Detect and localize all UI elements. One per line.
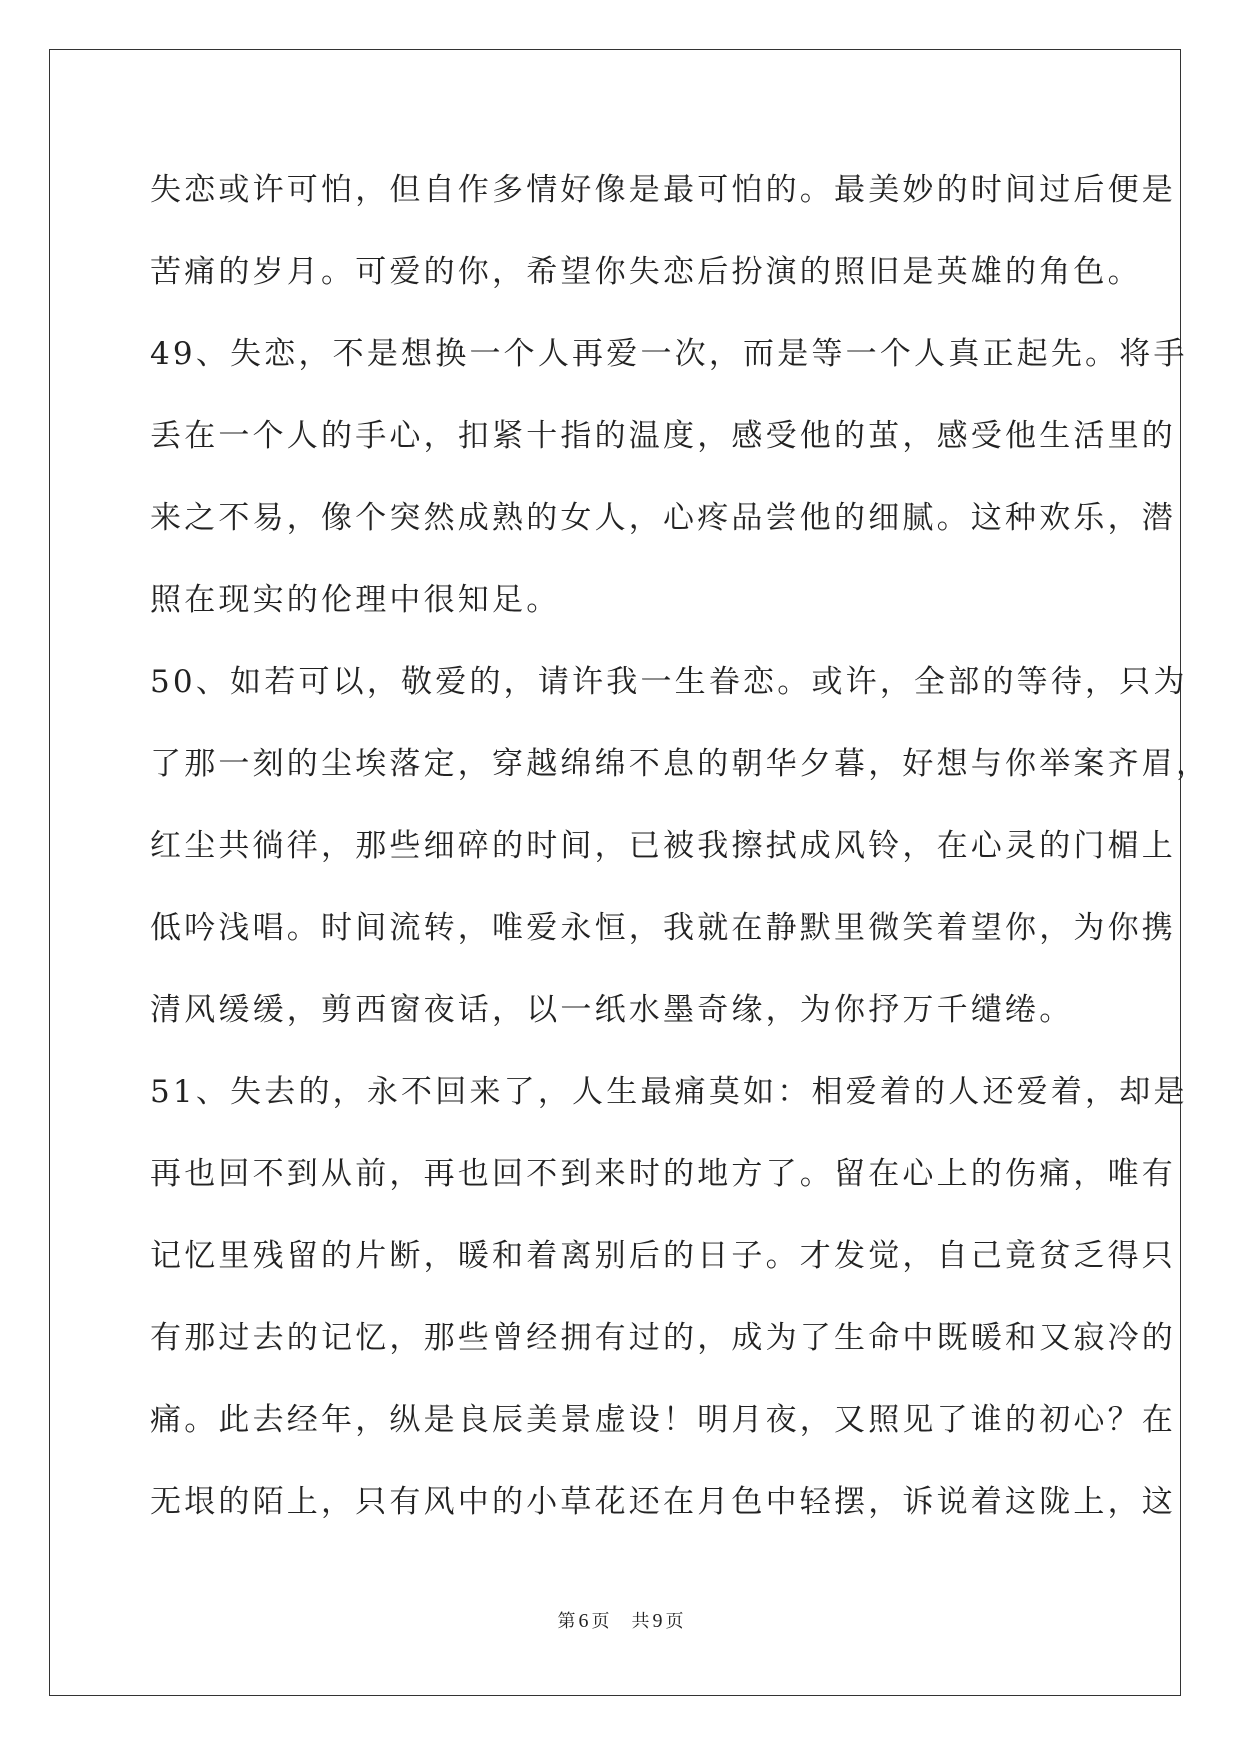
- text-line: 丢在一个人的手心，扣紧十指的温度，感受他的茧，感受他生活里的: [150, 418, 1176, 454]
- text-line: 了那一刻的尘埃落定，穿越绵绵不息的朝华夕暮，好想与你举案齐眉，: [150, 746, 1211, 782]
- page-border: [49, 49, 1181, 1696]
- text-line: 痛。此去经年，纵是良辰美景虚设！明月夜，又照见了谁的初心？在: [150, 1402, 1176, 1438]
- text-line: 失恋或许可怕，但自作多情好像是最可怕的。最美妙的时间过后便是: [150, 172, 1176, 208]
- page-suffix: 页: [591, 1611, 610, 1632]
- page-total: [632, 1611, 684, 1632]
- text-line: 红尘共徜徉，那些细碎的时间，已被我擦拭成风铃，在心灵的门楣上: [150, 828, 1176, 864]
- text-line: 清风缓缓，剪西窗夜话，以一纸水墨奇缘，为你抒万千缱绻。: [150, 992, 1074, 1028]
- text-line: 记忆里残留的片断，暖和着离别后的日子。才发觉，自己竟贫乏得只: [150, 1238, 1176, 1274]
- text-line: 苦痛的岁月。可爱的你，希望你失恋后扮演的照旧是英雄的角色。: [150, 254, 1142, 290]
- text-line: 来之不易，像个突然成熟的女人，心疼品尝他的细腻。这种欢乐，潜: [150, 500, 1176, 536]
- total-count: 9: [652, 1610, 663, 1632]
- text-line: 50、如若可以，敬爱的，请许我一生眷恋。或许，全部的等待，只为: [150, 664, 1188, 700]
- text-line: 49、失恋，不是想换一个人再爱一次，而是等一个人真正起先。将手: [150, 336, 1188, 372]
- text-line: 低吟浅唱。时间流转，唯爱永恒，我就在静默里微笑着望你，为你携: [150, 910, 1176, 946]
- text-line: 照在现实的伦理中很知足。: [150, 582, 561, 618]
- text-line: 51、失去的，永不回来了，人生最痛莫如：相爱着的人还爱着，却是: [150, 1074, 1188, 1110]
- text-line: 无垠的陌上，只有风中的小草花还在月色中轻摆，诉说着这陇上，这: [150, 1484, 1176, 1520]
- text-line: 有那过去的记忆，那些曾经拥有过的，成为了生命中既暖和又寂冷的: [150, 1320, 1176, 1356]
- page-footer: [0, 1610, 1241, 1633]
- page-number: [558, 1611, 610, 1632]
- total-prefix: 共: [631, 1611, 650, 1632]
- page-current: 6: [578, 1610, 589, 1632]
- page-prefix: 第: [557, 1611, 576, 1632]
- total-suffix: 页: [665, 1611, 684, 1632]
- text-line: 再也回不到从前，再也回不到来时的地方了。留在心上的伤痛，唯有: [150, 1156, 1176, 1192]
